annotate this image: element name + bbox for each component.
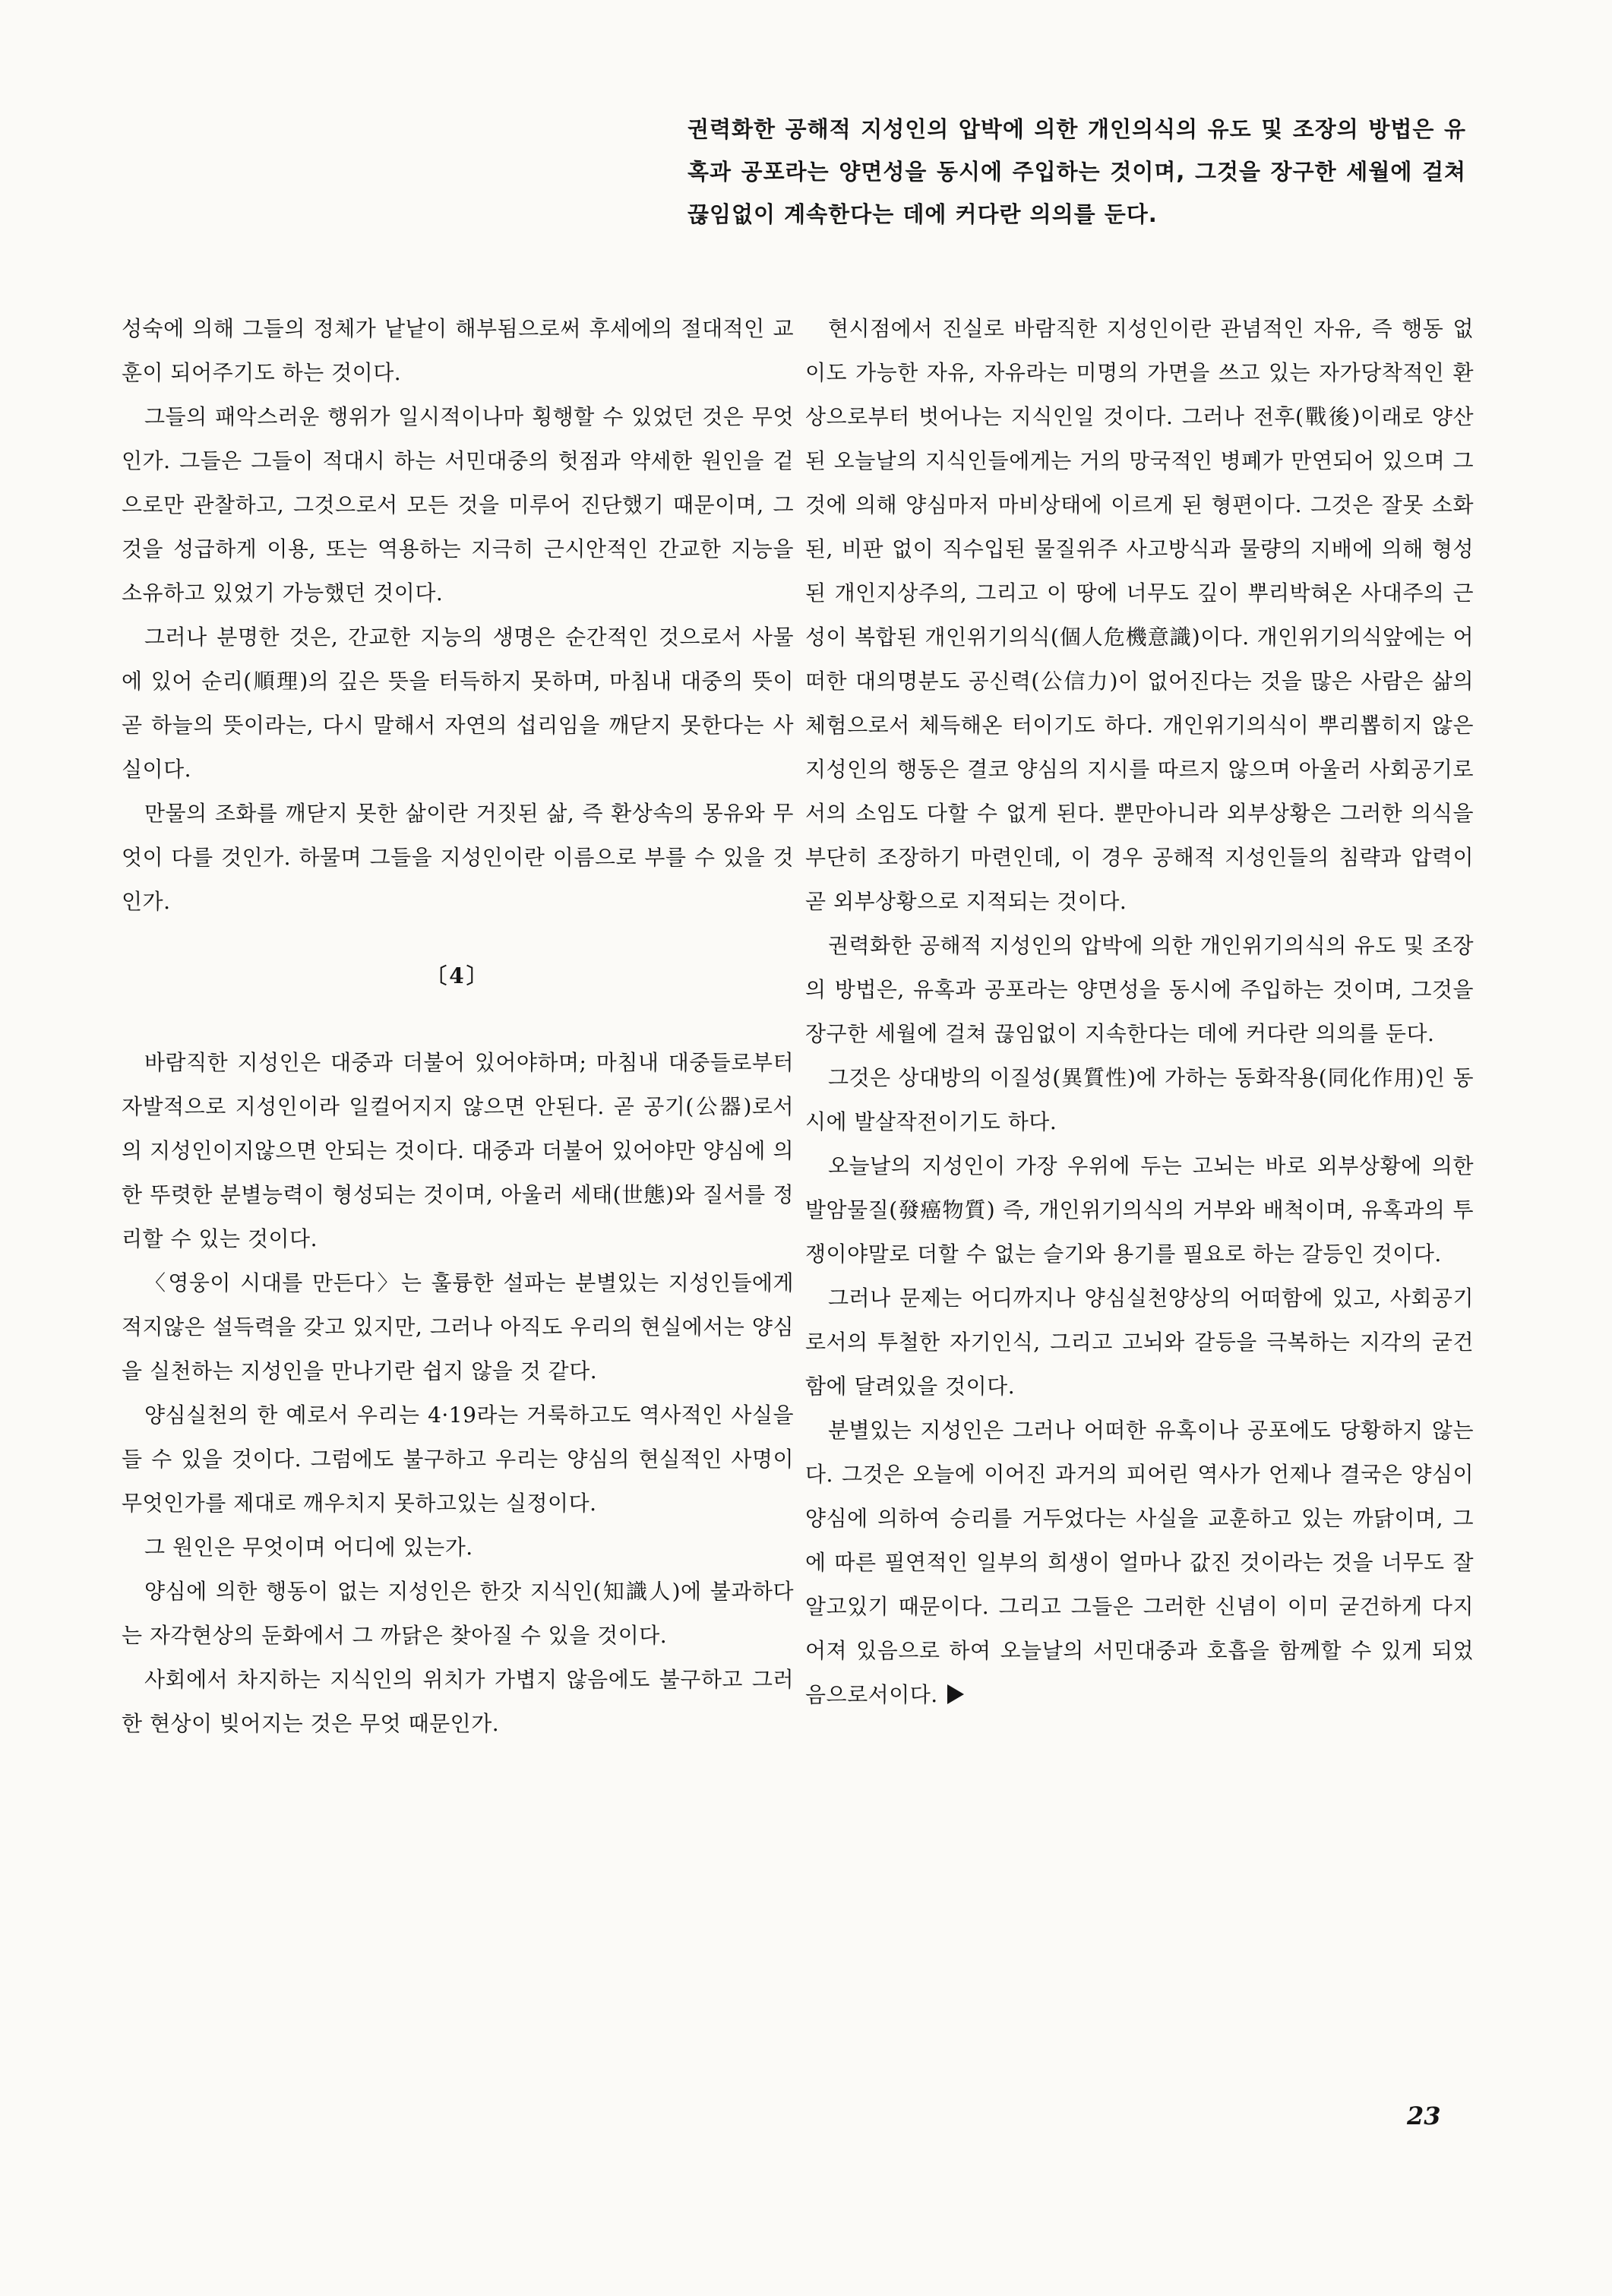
paragraph: 양심에 의한 행동이 없는 지성인은 한갓 지식인(知識人)에 불과하다는 자각현상의 둔화에서 그 까닭은 찾아질 수 있을 것이다.	[122, 1579, 794, 1648]
paragraph: 그들의 패악스러운 행위가 일시적이나마 횡행할 수 있었던 것은 무엇인가. 그들은 그들이 적대시 하는 서민대중의 헛점과 약세한 원인을 겉으로만 관찰하고, 그것으로서 모든 것을 미루어 진단했기 때문이며, 그것을 성급하게 이용, 또는 역용하는 지극히 근시안적인 간교한 지능을 소유하고 있었기 가능했던 것이다.	[122, 404, 794, 606]
paragraph: 만물의 조화를 깨닫지 못한 삶이란 거짓된 삶, 즉 환상속의 몽유와 무엇이 다를 것인가. 하물며 그들을 지성인이란 이름으로 부를 수 있을 것인가.	[122, 801, 794, 914]
paragraph: 바람직한 지성인은 대중과 더불어 있어야하며; 마침내 대중들로부터 자발적으로 지성인이라 일컬어지지 않으면 안된다. 곧 공기(公器)로서의 지성인이지않으면 안되는 것이다. 대중과 더불어 있어야만 양심에 의한 뚜렷한 분별능력이 형성되는 것이며, 아울러 세태(世態)와 질서를 정리할 수 있는 것이다.	[122, 1050, 794, 1251]
paragraph: 그것은 상대방의 이질성(異質性)에 가하는 동화작용(同化作用)인 동시에 발살작전이기도 하다.	[805, 1065, 1474, 1134]
left-column	[122, 307, 794, 1746]
paragraph: 현시점에서 진실로 바람직한 지성인이란 관념적인 자유, 즉 행동 없이도 가능한 자유, 자유라는 미명의 가면을 쓰고 있는 자가당착적인 환상으로부터 벗어나는 지식인일 것이다. 그러나 전후(戰後)이래로 양산된 오늘날의 지식인들에게는 거의 망국적인 병폐가 만연되어 있으며 그것에 의해 양심마저 마비상태에 이르게 된 형편이다. 그것은 잘못 소화된, 비판 없이 직수입된 물질위주 사고방식과 물량의 지배에 의해 형성된 개인지상주의, 그리고 이 땅에 너무도 깊이 뿌리박혀온 사대주의 근성이 복합된 개인위기의식(個人危機意識)이다. 개인위기의식앞에는 어떠한 대의명분도 공신력(公信力)이 없어진다는 것을 많은 사람은 삶의 체험으로서 체득해온 터이기도 하다. 개인위기의식이 뿌리뽑히지 않은 지성인의 행동은 결코 양심의 지시를 따르지 않으며 아울러 사회공기로서의 소임도 다할 수 없게 된다. 뿐만아니라 외부상황은 그러한 의식을 부단히 조장하기 마련인데, 이 경우 공해적 지성인들의 침략과 압력이 곧 외부상황으로 지적되는 것이다.	[805, 316, 1474, 914]
final-paragraph	[805, 1409, 1474, 1717]
pull-quote: 권력화한 공해적 지성인의 압박에 의한 개인의식의 유도 및 조장의 방법은 유혹과 공포라는 양면성을 동시에 주입하는 것이며, 그것을 장구한 세월에 걸쳐 끊임없이 계속한다는 데에 커다란 의의를 둔다.	[687, 116, 1466, 227]
paragraph: 그 원인은 무엇이며 어디에 있는가.	[144, 1535, 473, 1560]
paragraph: 오늘날의 지성인이 가장 우위에 두는 고뇌는 바로 외부상황에 의한 발암물질(發癌物質) 즉, 개인위기의식의 거부와 배척이며, 유혹과의 투쟁이야말로 더할 수 없는 슬기와 용기를 필요로 하는 갈등인 것이다.	[805, 1153, 1474, 1267]
paragraph: 〈영웅이 시대를 만든다〉는 훌륭한 설파는 분별있는 지성인들에게 적지않은 설득력을 갖고 있지만, 그러나 아직도 우리의 현실에서는 양심을 실천하는 지성인을 만나기란 쉽지 않을 것 같다.	[122, 1270, 794, 1384]
right-triangle-icon	[947, 1684, 964, 1704]
section-number: 〔4〕	[425, 963, 490, 988]
paragraph: 양심실천의 한 예로서 우리는 4·19라는 거룩하고도 역사적인 사실을 들 수 있을 것이다. 그럼에도 불구하고 우리는 양심의 현실적인 사명이 무엇인가를 제대로 깨우치지 못하고있는 실정이다.	[122, 1403, 794, 1516]
paragraph: 권력화한 공해적 지성인의 압박에 의한 개인위기의식의 유도 및 조장의 방법은, 유혹과 공포라는 양면성을 동시에 주입하는 것이며, 그것을 장구한 세월에 걸쳐 끊임없이 지속한다는 데에 커다란 의의를 둔다.	[805, 933, 1474, 1046]
page-number: 23	[1407, 2102, 1441, 2130]
right-column	[805, 307, 1474, 1717]
paragraph: 성숙에 의해 그들의 정체가 낱낱이 해부됨으로써 후세에의 절대적인 교훈이 되어주기도 하는 것이다.	[122, 316, 794, 385]
paragraph: 그러나 문제는 어디까지나 양심실천양상의 어떠함에 있고, 사회공기로서의 투철한 자기인식, 그리고 고뇌와 갈등을 극복하는 지각의 굳건함에 달려있을 것이다.	[805, 1286, 1474, 1399]
final-paragraph-text: 분별있는 지성인은 그러나 어떠한 유혹이나 공포에도 당황하지 않는다. 그것은 오늘에 이어진 과거의 피어린 역사가 언제나 결국은 양심이 양심에 의하여 승리를 거두었다는 사실을 교훈하고 있는 까닭이며, 그에 따른 필연적인 일부의 희생이 얼마나 값진 것이라는 것을 너무도 잘 알고있기 때문이다. 그리고 그들은 그러한 신념이 이미 굳건하게 다지어져 있음으로 하여 오늘날의 서민대중과 호흡을 함께할 수 있게 되었음으로서이다.	[805, 1418, 1474, 1707]
paragraph: 사회에서 차지하는 지식인의 위치가 가볍지 않음에도 불구하고 그러한 현상이 빚어지는 것은 무엇 때문인가.	[122, 1667, 794, 1736]
paragraph: 그러나 분명한 것은, 간교한 지능의 생명은 순간적인 것으로서 사물에 있어 순리(順理)의 깊은 뜻을 터득하지 못하며, 마침내 대중의 뜻이 곧 하늘의 뜻이라는, 다시 말해서 자연의 섭리임을 깨닫지 못한다는 사실이다.	[122, 625, 794, 782]
